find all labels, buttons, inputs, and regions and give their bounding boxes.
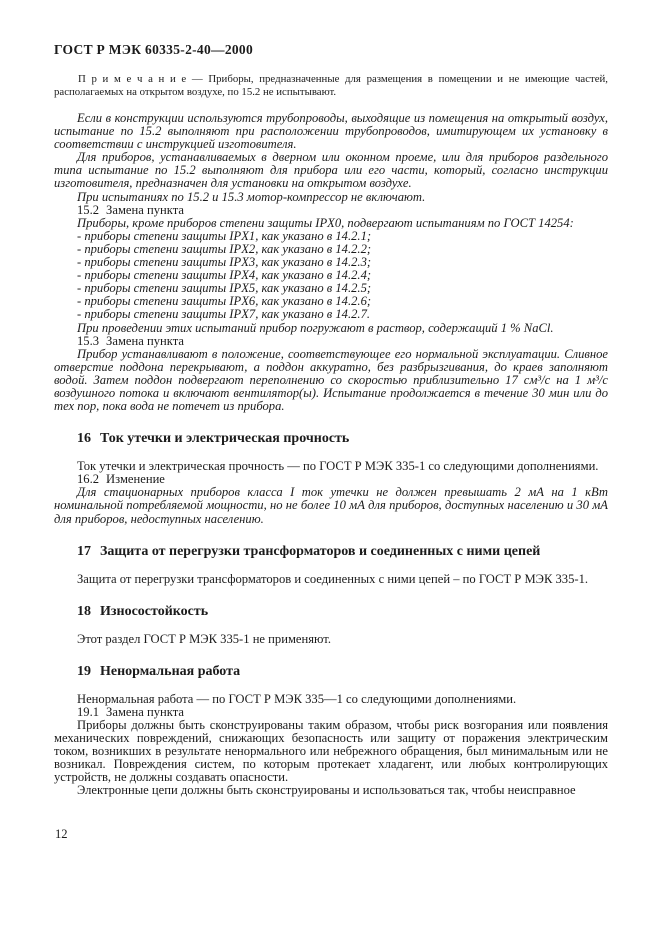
paragraph-17-transformers: Защита от перегрузки трансформаторов и соединенных с ними цепей – по ГОСТ Р МЭК 335-1.	[77, 571, 589, 586]
subclause-15-2	[54, 204, 608, 217]
list-item-ipx7: - приборы степени защиты IPX7, как указано в 14.2.7.	[77, 307, 371, 322]
list-item-ipx3: - приборы степени защиты IPX3, как указано в 14.2.3;	[77, 255, 372, 270]
subclause-19-1-label: Замена пункта	[106, 704, 184, 719]
section-17-heading	[54, 544, 608, 560]
subclause-15-3	[54, 335, 608, 348]
paragraph-nacl-solution: При проведении этих испытаний прибор погружают в раствор, содержащий 1 % NaCl.	[77, 320, 554, 335]
section-18-heading	[54, 604, 608, 620]
paragraph-16-intro: Ток утечки и электрическая прочность — по ГОСТ Р МЭК 335-1 со следующими дополнениями.	[77, 459, 599, 474]
paragraph-19-electronic: Электронные цепи должны быть сконструированы и использоваться так, чтобы неисправное	[77, 783, 576, 798]
list-item-ipx2: - приборы степени защиты IPX2, как указано в 14.2.2;	[77, 241, 372, 256]
subclause-16-2-number: 16.2	[77, 472, 100, 487]
paragraph-pipes-outdoor: Если в конструкции используются трубопроводы, выходящие из помещения на открытый воздух, испытание по 15.2 выполняют при расположении трубопроводов, имитирующем их установку в соответствии с инструкцией изготовителя.	[54, 111, 608, 152]
paragraph-leakage-current: Для стационарных приборов класса I ток утечки не должен превышать 2 мА на 1 кВт номинальной потребляемой мощности, но не более 10 мА для приборов, доступных населению и 30 мА для приборов, недоступных населению.	[54, 485, 608, 526]
section-16-heading	[54, 431, 608, 447]
document-header: ГОСТ Р МЭК 60335-2-40—2000	[54, 42, 254, 57]
note-paragraph: П р и м е ч а н и е — Приборы, предназначенные для размещения в помещении и не имеющие частей, располагаемых на открытом воздухе, по 15.2 не испытывают.	[54, 73, 608, 98]
section-19-heading	[54, 664, 608, 680]
section-16-title: Ток утечки и электрическая прочность	[100, 431, 350, 447]
list-item-ipx1: - приборы степени защиты IPX1, как указано в 14.2.1;	[77, 228, 372, 243]
document-content	[54, 42, 608, 798]
section-17-number: 17	[77, 543, 91, 559]
section-16-number: 16	[77, 431, 91, 447]
paragraph-ipx-intro: Приборы, кроме приборов степени защиты IPХ0, подвергают испытаниям по ГОСТ 14254:	[77, 215, 574, 230]
paragraph-19-intro: Ненормальная работа — по ГОСТ Р МЭК 335—1 со следующими дополнениями.	[77, 691, 517, 706]
subclause-19-1-number: 19.1	[77, 704, 100, 719]
paragraph-18-endurance: Этот раздел ГОСТ Р МЭК 335-1 не применяют.	[77, 631, 331, 646]
paragraph-drain-pan: Прибор устанавливают в положение, соответствующее его нормальной эксплуатации. Сливное отверстие поддона перекрывают, а поддон аккуратно, без разбрызгивания, до краев заполняют водой. Затем поддон подвергают переполнению со скоростью приблизительно 17 см³/с на 1 м³/с воздушного потока и включают вентилятор(ы). Испытание продолжается в течение 30 мин или до тех пор, пока вода не потечет из прибора.	[54, 346, 608, 414]
paragraph-door-window: Для приборов, устанавливаемых в дверном или оконном проеме, или для приборов раздельного типа испытание по 15.2 выполняют для прибора или его части, который, согласно инструкции изготовителя, предназначен для установки на открытом воздухе.	[54, 150, 608, 191]
page-number: 12	[55, 827, 68, 841]
section-19-number: 19	[77, 663, 91, 679]
paragraph-motor-compressor: При испытаниях по 15.2 и 15.3 мотор-компрессор не включают.	[77, 189, 426, 204]
subclause-15-2-label: Замена пункта	[106, 202, 184, 217]
paragraph-19-design: Приборы должны быть сконструированы таким образом, чтобы риск возгорания или появления механических повреждений, снижающих безопасность или защиту от поражения электрическим током, возникших в результате ненормального или небрежного обращения, был минимальным или не возникал. Повреждения систем, по которым протекает хладагент, или любых контролирующих устройств, не должны создавать опасности.	[54, 718, 608, 785]
list-item-ipx4: - приборы степени защиты IPX4, как указано в 14.2.4;	[77, 268, 372, 283]
section-18-number: 18	[77, 603, 91, 619]
subclause-15-3-number: 15.3	[77, 333, 100, 348]
list-item-ipx6: - приборы степени защиты IPX6, как указано в 14.2.6;	[77, 294, 372, 309]
subclause-15-2-number: 15.2	[77, 202, 100, 217]
section-19-title: Ненормальная работа	[100, 663, 241, 679]
subclause-16-2-label: Изменение	[106, 472, 165, 487]
section-17-title: Защита от перегрузки трансформаторов и соединенных с ними цепей	[100, 543, 541, 559]
section-18-title: Износостойкость	[100, 603, 209, 619]
list-item-ipx5: - приборы степени защиты IPX5, как указано в 14.2.5;	[77, 281, 372, 296]
subclause-15-3-label: Замена пункта	[106, 333, 184, 348]
